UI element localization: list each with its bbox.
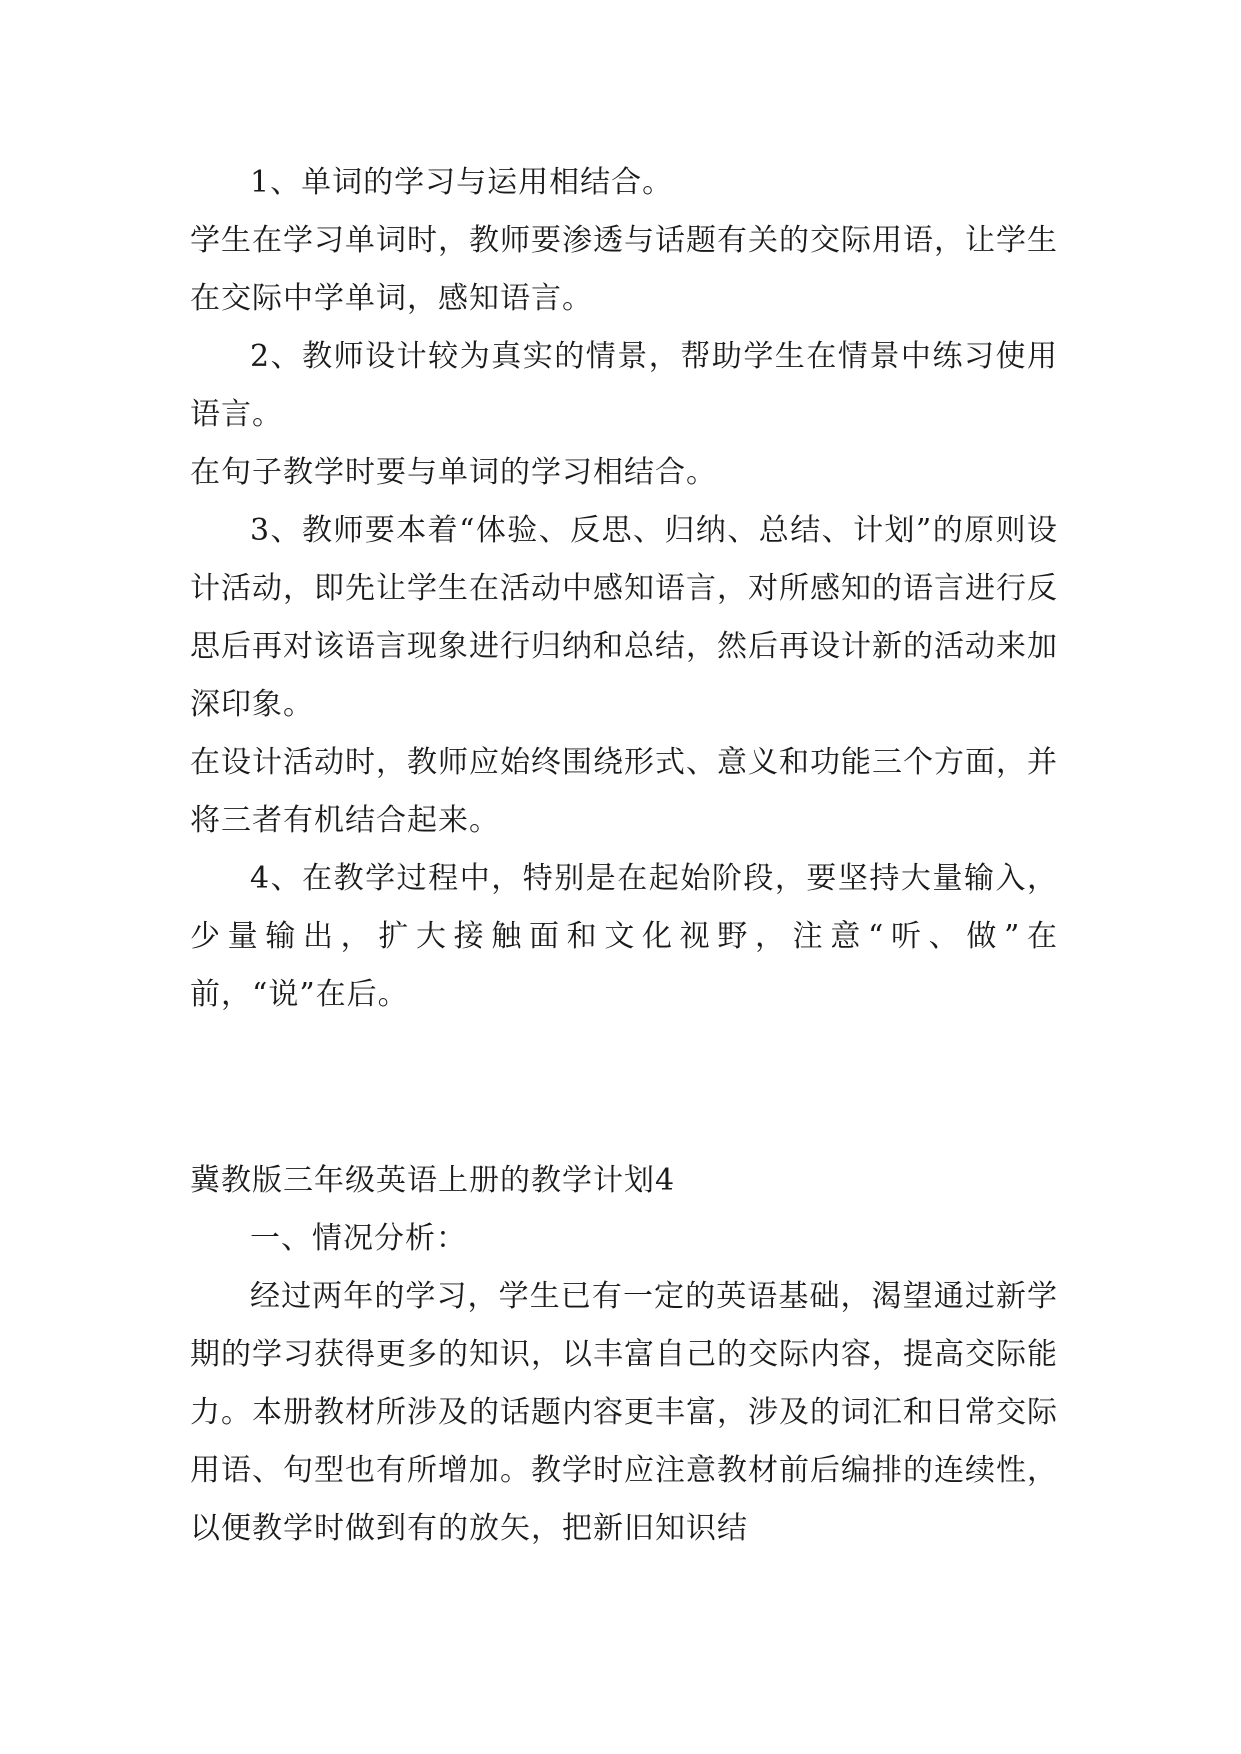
paragraph-item-1: 1、单词的学习与运用相结合。 (250, 165, 674, 200)
paragraph-continuation: 学生在学习单词时，教师要渗透与话题有关的交际用语，让学生在交际中学单词，感知语言。 (190, 223, 1058, 316)
paragraph-item-3: 3、教师要本着“体验、反思、归纳、总结、计划”的原则设计活动，即先让学生在活动中感知语言，对所感知的语言进行反思后再对该语言现象进行归纳和总结，然后再设计新的活动来加深印象。 (190, 513, 1058, 722)
paragraph-continuation: 在句子教学时要与单词的学习相结合。 (190, 455, 717, 490)
section-subheading: 一、情况分析： (250, 1221, 467, 1256)
document-body (190, 154, 1058, 1558)
paragraph-continuation: 在设计活动时，教师应始终围绕形式、意义和功能三个方面，并将三者有机结合起来。 (190, 745, 1058, 838)
paragraph-item-4: 4、在教学过程中，特别是在起始阶段，要坚持大量输入，少量输出，扩大接触面和文化视野，注意“听、做”在前，“说”在后。 (190, 861, 1058, 1012)
paragraph-item-2: 2、教师设计较为真实的情景，帮助学生在情景中练习使用语言。 (190, 339, 1058, 432)
section-title: 冀教版三年级英语上册的教学计划4 (190, 1163, 676, 1198)
section-paragraph: 经过两年的学习，学生已有一定的英语基础，渴望通过新学期的学习获得更多的知识，以丰富自己的交际内容，提高交际能力。本册教材所涉及的话题内容更丰富，涉及的词汇和日常交际用语、句型也有所增加。教学时应注意教材前后编排的连续性，以便教学时做到有的放矢，把新旧知识结 (190, 1279, 1058, 1546)
